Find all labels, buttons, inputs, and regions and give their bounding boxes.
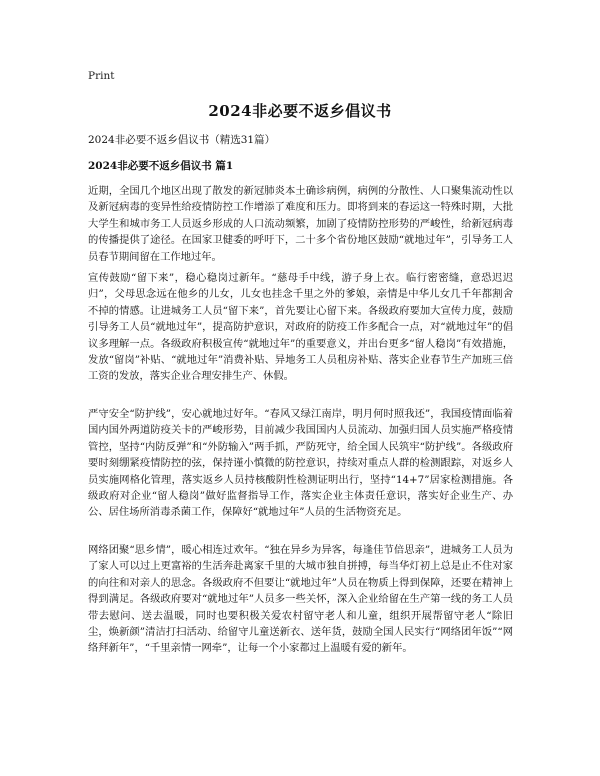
section-heading: 2024非必要不返乡倡议书 篇1 xyxy=(88,160,234,172)
body-paragraph: 宣传鼓励“留下来”，稳心稳岗过新年。“慈母手中线，游子身上衣。临行密密缝，意恐迟迟归”，父母思念远在他乡的儿女，儿女也挂念千里之外的爹娘，亲情是中华儿女几千年都割舍不掉的情感。让进城务工人员“留下来”，首先要让心留下来。各级政府要加大宣传力度，鼓励引导务工人员“就地过年”，提高防护意识，对政府的防疫工作多配合一点，对“就地过年”的倡议多理解一点。各级政府积极宣传“就地过年”的重要意义，并出台更多“留人稳岗”有效措施，发放“留岗”补贴、“就地过年”消费补贴、异地务工人员租房补贴、落实企业春节生产加班三倍工资的发放，落实企业合理安排生产、休假。 xyxy=(88,272,513,383)
page-title: 2024非必要不返乡倡议书 xyxy=(208,102,392,120)
body-paragraph: 严守安全“防护线”，安心就地过好年。“春风又绿江南岸，明月何时照我还”，我国疫情面临着国内国外两道防疫关卡的严峻形势，目前减少我国国内人员流动、加强归国人员实施严格疫情管控，坚持“内防反弹”和“外防输入”两手抓，严防死守，给全国人民筑牢“防护线”。各级政府要时刻绷紧疫情防控的弦，保持谨小慎微的防控意识，持续对重点人群的检测跟踪，对返乡人员实施网格化管理，落实返乡人员持核酸阴性检测证明出行，坚持“14+7”居家检测措施。各级政府对企业“留人稳岗”做好监督指导工作，落实企业主体责任意识，落实好企业生产、办公、居住场所消毒杀菌工作，保障好“就地过年”人员的生活物资充足。 xyxy=(88,408,513,519)
body-paragraph: 网络团聚“思乡情”，暖心相连过欢年。“独在异乡为异客，每逢佳节倍思亲”，进城务工人员为了家人可以过上更富裕的生活奔赴离家千里的大城市独自拼搏，每当华灯初上总是止不住对家的向往和对亲人的思念。各级政府不但要让“就地过年”人员在物质上得到保障，还要在精神上得到满足。各级政府要对“就地过年”人员多一些关怀，深入企业给留在生产第一线的务工人员带去慰问、送去温暖，同时也要积极关爱农村留守老人和儿童，组织开展帮留守老人“除旧尘，焕新颜”清洁打扫活动、给留守儿童送新衣、送年货，鼓励全国人民实行“网络团年饭”“网络拜新年”，“千里亲情一网牵”，让每一个小家都过上温暖有爱的新年。 xyxy=(88,544,513,655)
document-subtitle: 2024非必要不返乡倡议书（精选31篇） xyxy=(88,134,276,146)
body-paragraph: 近期，全国几个地区出现了散发的新冠肺炎本土确诊病例，病例的分散性、人口聚集流动性以及新冠病毒的变异性给疫情防控工作增添了难度和压力。即将到来的春运这一特殊时期，大批大学生和城市务工人员返乡形成的人口流动频繁，加剧了疫情防控形势的严峻性，给新冠病毒的传播提供了途径。在国家卫健委的呼吁下，二十多个省份地区鼓励“就地过年”，引导务工人员春节期间留在工作地过年。 xyxy=(88,185,513,263)
print-label: Print xyxy=(88,70,115,82)
